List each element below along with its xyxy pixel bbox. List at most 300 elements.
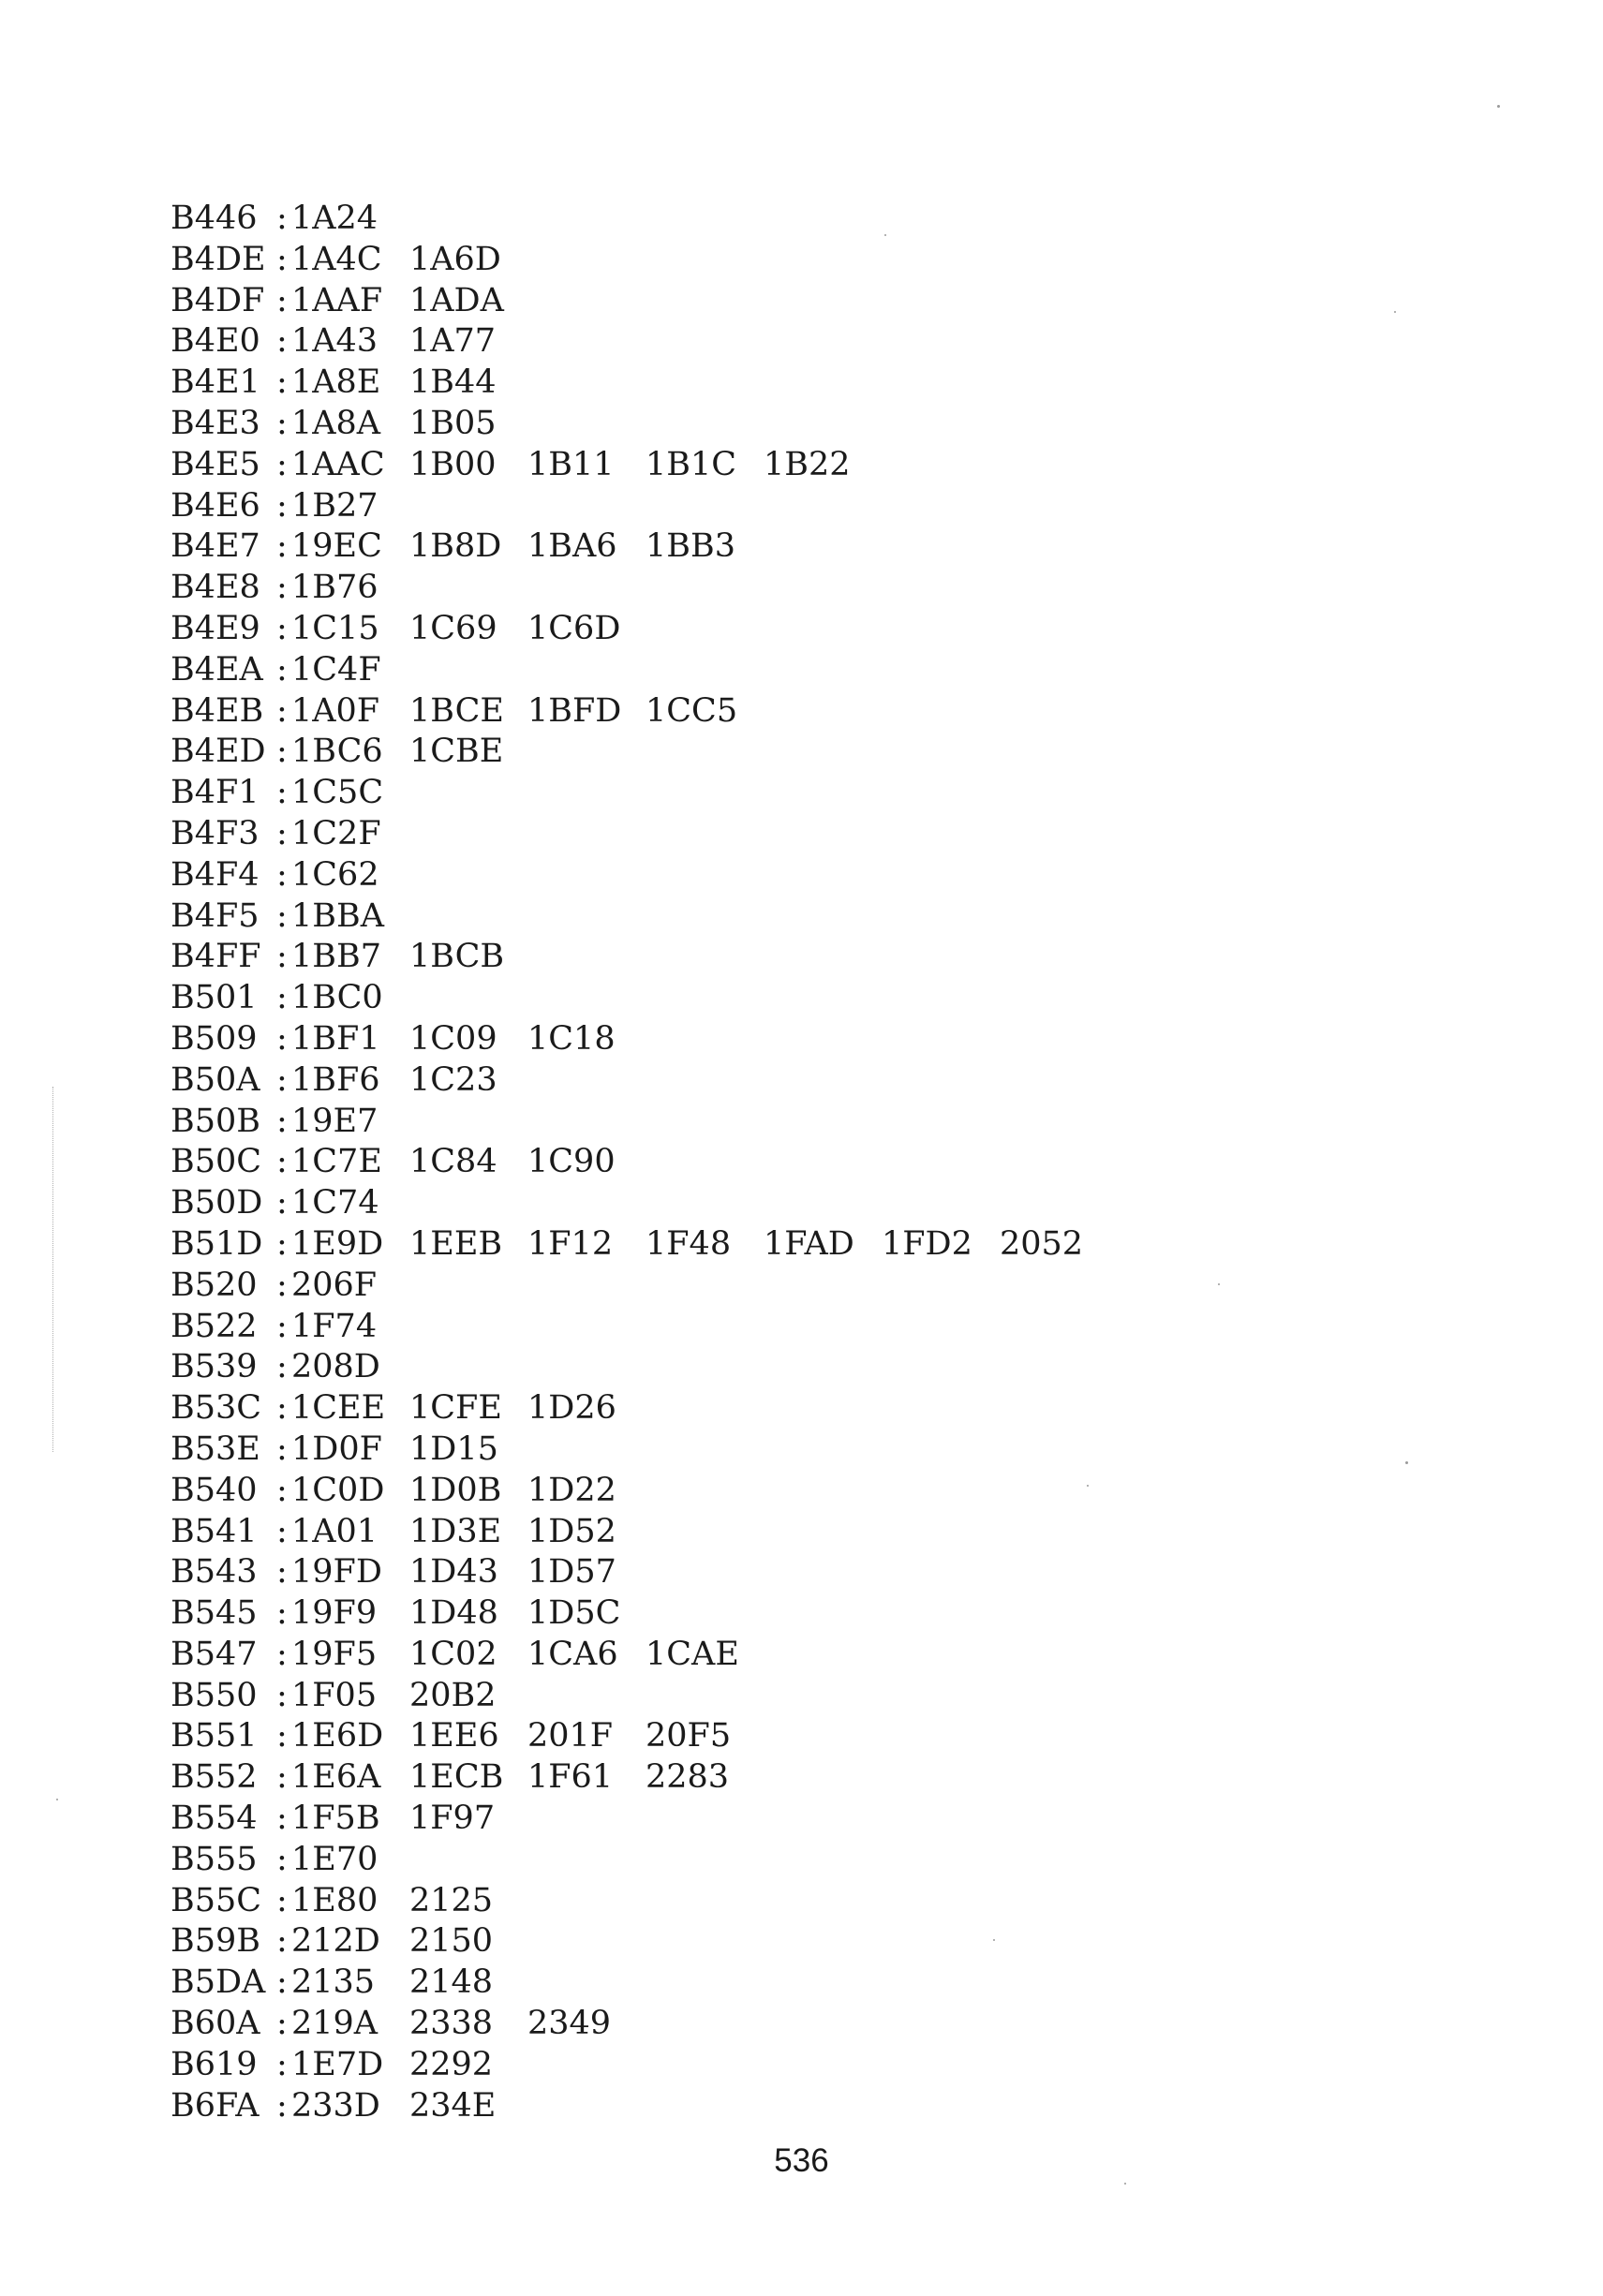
xref-separator: : xyxy=(276,691,288,730)
xref-separator: : xyxy=(276,1266,288,1304)
xref-reference: 1BF6 xyxy=(291,1060,380,1099)
xref-reference-list xyxy=(291,1347,409,1388)
xref-address: B4FF xyxy=(171,938,261,976)
xref-reference: 1E7D xyxy=(291,2045,384,2083)
xref-separator: : xyxy=(276,1840,288,1878)
xref-reference: 1C09 xyxy=(409,1019,497,1058)
xref-row xyxy=(171,1635,1388,1676)
xref-reference: 1D22 xyxy=(527,1471,616,1509)
page-number: 536 xyxy=(774,2142,829,2179)
xref-address: B4E6 xyxy=(171,486,260,525)
xref-reference: 1F5B xyxy=(291,1800,380,1838)
xref-row xyxy=(171,321,1388,363)
xref-reference: 1B8D xyxy=(409,527,502,566)
scan-speck xyxy=(1124,2183,1126,2185)
xref-reference: 1E6A xyxy=(291,1758,381,1797)
xref-reference: 19EC xyxy=(291,527,382,566)
xref-reference: 1C7E xyxy=(291,1143,382,1181)
xref-reference-list xyxy=(291,1716,764,1757)
xref-row xyxy=(171,1757,1388,1799)
xref-reference: 1B44 xyxy=(409,363,497,402)
xref-address: B522 xyxy=(171,1307,258,1345)
xref-separator: : xyxy=(276,733,288,771)
xref-reference-list xyxy=(291,1388,646,1429)
scan-speck xyxy=(884,234,886,236)
xref-reference: 2349 xyxy=(527,2005,612,2043)
xref-reference-list xyxy=(291,526,764,568)
xref-separator: : xyxy=(276,486,288,525)
xref-reference: 1E70 xyxy=(291,1840,378,1878)
xref-row xyxy=(171,1716,1388,1757)
xref-separator: : xyxy=(276,445,288,483)
xref-reference: 1A8E xyxy=(291,363,381,402)
xref-reference: 206F xyxy=(291,1266,378,1304)
xref-row xyxy=(171,1142,1388,1183)
xref-reference-list xyxy=(291,855,409,896)
xref-row xyxy=(171,1840,1388,1881)
xref-reference: 1D43 xyxy=(409,1553,498,1592)
xref-address: B59B xyxy=(171,1922,260,1961)
xref-reference: 1D15 xyxy=(409,1429,498,1468)
xref-separator: : xyxy=(276,240,288,278)
xref-separator: : xyxy=(276,1717,288,1755)
xref-reference: 1BCB xyxy=(409,938,505,976)
xref-address: B4E3 xyxy=(171,404,260,442)
xref-address: B50B xyxy=(171,1102,260,1140)
xref-row xyxy=(171,978,1388,1019)
xref-reference: 208D xyxy=(291,1348,380,1386)
xref-reference-list xyxy=(291,937,527,978)
xref-separator: : xyxy=(276,814,288,852)
xref-reference: 1BB3 xyxy=(646,527,735,566)
xref-reference: 2338 xyxy=(409,2005,494,2043)
xref-reference-list xyxy=(291,773,409,814)
xref-row xyxy=(171,1224,1388,1266)
xref-row xyxy=(171,1347,1388,1388)
xref-row xyxy=(171,1183,1388,1224)
xref-address: B4F4 xyxy=(171,855,260,894)
xref-separator: : xyxy=(276,569,288,607)
xref-reference: 1D0B xyxy=(409,1471,502,1509)
xref-separator: : xyxy=(276,1389,288,1428)
xref-reference: 1F48 xyxy=(646,1224,732,1263)
xref-separator: : xyxy=(276,2086,288,2125)
xref-address: B541 xyxy=(171,1512,258,1550)
xref-address: B55C xyxy=(171,1881,262,1919)
xref-reference-list xyxy=(291,199,409,240)
xref-reference-list xyxy=(291,1512,646,1553)
xref-reference: 19F5 xyxy=(291,1635,378,1673)
xref-address: B50D xyxy=(171,1184,263,1222)
xref-reference: 1BF1 xyxy=(291,1019,380,1058)
xref-reference-list xyxy=(291,691,764,733)
xref-reference: 1B22 xyxy=(764,445,851,483)
xref-reference: 1A8A xyxy=(291,404,381,442)
xref-reference: 1A0F xyxy=(291,691,380,730)
xref-row xyxy=(171,281,1388,322)
xref-address: B4E8 xyxy=(171,569,260,607)
xref-row xyxy=(171,1388,1388,1429)
xref-address: B540 xyxy=(171,1471,258,1509)
xref-address: B5DA xyxy=(171,1963,266,2002)
xref-separator: : xyxy=(276,2045,288,2083)
xref-reference: 1A43 xyxy=(291,322,378,361)
xref-reference: 1CA6 xyxy=(527,1635,618,1673)
xref-reference-list xyxy=(291,2045,527,2086)
xref-reference: 1C69 xyxy=(409,609,497,647)
xref-reference: 1E80 xyxy=(291,1881,378,1919)
xref-address: B53E xyxy=(171,1429,260,1468)
xref-address: B4DE xyxy=(171,240,266,278)
xref-separator: : xyxy=(276,281,288,319)
scan-margin-marks xyxy=(52,1087,55,1452)
xref-address: B4DF xyxy=(171,281,265,319)
xref-row xyxy=(171,199,1388,240)
xref-separator: : xyxy=(276,650,288,689)
xref-address: B4F3 xyxy=(171,814,260,852)
xref-reference: 1EE6 xyxy=(409,1717,499,1755)
xref-reference: 1C4F xyxy=(291,650,381,689)
xref-row xyxy=(171,1552,1388,1593)
xref-reference-list xyxy=(291,1552,646,1593)
xref-row xyxy=(171,1676,1388,1717)
xref-reference: 1C02 xyxy=(409,1635,497,1673)
xref-address: B50A xyxy=(171,1060,260,1099)
xref-separator: : xyxy=(276,896,288,935)
xref-address: B551 xyxy=(171,1717,258,1755)
xref-reference-list xyxy=(291,2004,646,2045)
xref-reference: 1ADA xyxy=(409,281,504,319)
xref-row xyxy=(171,2086,1388,2127)
xref-reference: 1A77 xyxy=(409,322,497,361)
xref-row xyxy=(171,1512,1388,1553)
xref-reference: 1BCE xyxy=(409,691,504,730)
xref-reference: 1C84 xyxy=(409,1143,497,1181)
xref-separator: : xyxy=(276,609,288,647)
xref-reference: 1D5C xyxy=(527,1594,621,1633)
xref-reference-list xyxy=(291,1019,646,1060)
xref-row xyxy=(171,2045,1388,2086)
xref-reference-list xyxy=(291,814,409,855)
xref-reference: 1AAF xyxy=(291,281,383,319)
xref-reference-list xyxy=(291,1224,1118,1266)
xref-separator: : xyxy=(276,322,288,361)
xref-reference: 1CEE xyxy=(291,1389,386,1428)
xref-address: B539 xyxy=(171,1348,258,1386)
xref-reference: 2150 xyxy=(409,1922,494,1961)
xref-separator: : xyxy=(276,1019,288,1058)
xref-reference: 234E xyxy=(409,2086,497,2125)
xref-separator: : xyxy=(276,1307,288,1345)
xref-address: B446 xyxy=(171,200,258,237)
xref-reference: 1B27 xyxy=(291,486,378,525)
xref-reference: 1CBE xyxy=(409,733,504,771)
xref-separator: : xyxy=(276,1963,288,2002)
xref-reference-list xyxy=(291,650,409,691)
xref-address: B4E9 xyxy=(171,609,260,647)
xref-row xyxy=(171,486,1388,527)
xref-separator: : xyxy=(276,200,288,237)
xref-reference: 1C15 xyxy=(291,609,379,647)
scan-speck xyxy=(1405,1461,1408,1464)
xref-address: B555 xyxy=(171,1840,258,1878)
xref-reference-list xyxy=(291,1676,527,1717)
xref-reference-list xyxy=(291,1102,409,1143)
xref-reference: 20B2 xyxy=(409,1676,497,1714)
xref-address: B4F1 xyxy=(171,774,260,812)
xref-reference: 1B11 xyxy=(527,445,615,483)
xref-reference-list xyxy=(291,404,527,445)
xref-reference-list xyxy=(291,1060,527,1102)
xref-row xyxy=(171,1921,1388,1963)
xref-reference: 1A4C xyxy=(291,240,382,278)
xref-address: B550 xyxy=(171,1676,258,1714)
xref-reference: 1E6D xyxy=(291,1717,384,1755)
xref-reference-list xyxy=(291,609,646,650)
xref-reference: 1CAE xyxy=(646,1635,739,1673)
xref-reference: 1D57 xyxy=(527,1553,616,1592)
xref-separator: : xyxy=(276,1800,288,1838)
xref-reference: 1C5C xyxy=(291,774,384,812)
xref-address: B520 xyxy=(171,1266,258,1304)
xref-reference: 1FAD xyxy=(764,1224,854,1263)
xref-reference: 1CC5 xyxy=(646,691,738,730)
xref-separator: : xyxy=(276,1184,288,1222)
xref-reference: 1D3E xyxy=(409,1512,502,1550)
xref-reference: 1BC0 xyxy=(291,979,383,1017)
xref-reference: 1B00 xyxy=(409,445,497,483)
xref-reference: 1F97 xyxy=(409,1800,496,1838)
xref-reference-list xyxy=(291,1963,527,2004)
xref-address: B509 xyxy=(171,1019,258,1058)
xref-row xyxy=(171,814,1388,855)
xref-reference: 1F05 xyxy=(291,1676,378,1714)
xref-row xyxy=(171,937,1388,978)
xref-address: B501 xyxy=(171,979,258,1017)
xref-row xyxy=(171,1266,1388,1307)
xref-reference: 201F xyxy=(527,1717,614,1755)
xref-reference-list xyxy=(291,1799,527,1840)
xref-reference-list xyxy=(291,1266,409,1307)
xref-address: B4E0 xyxy=(171,322,260,361)
xref-reference: 1D0F xyxy=(291,1429,382,1468)
xref-address: B50C xyxy=(171,1143,262,1181)
xref-address: B543 xyxy=(171,1553,258,1592)
xref-address: B619 xyxy=(171,2045,258,2083)
xref-reference: 1B05 xyxy=(409,404,497,442)
xref-reference: 2292 xyxy=(409,2045,494,2083)
xref-reference: 1EEB xyxy=(409,1224,503,1263)
xref-reference-list xyxy=(291,321,527,363)
xref-separator: : xyxy=(276,1512,288,1550)
xref-address: B547 xyxy=(171,1635,258,1673)
xref-reference: 1AAC xyxy=(291,445,385,483)
xref-separator: : xyxy=(276,363,288,402)
xref-separator: : xyxy=(276,1594,288,1633)
xref-row xyxy=(171,526,1388,568)
xref-reference: 212D xyxy=(291,1922,380,1961)
xref-reference: 1F61 xyxy=(527,1758,614,1797)
xref-reference-list xyxy=(291,1757,764,1799)
xref-reference: 2052 xyxy=(1000,1224,1084,1263)
xref-separator: : xyxy=(276,2005,288,2043)
xref-row xyxy=(171,1429,1388,1471)
xref-reference-list xyxy=(291,1840,409,1881)
xref-row xyxy=(171,773,1388,814)
xref-reference-list xyxy=(291,978,409,1019)
xref-reference: 1E9D xyxy=(291,1224,384,1263)
xref-address: B554 xyxy=(171,1800,258,1838)
scan-speck xyxy=(1394,311,1396,313)
xref-row xyxy=(171,609,1388,650)
xref-reference: 1C62 xyxy=(291,855,379,894)
xref-separator: : xyxy=(276,1471,288,1509)
xref-reference: 1B1C xyxy=(646,445,737,483)
xref-reference: 20F5 xyxy=(646,1717,732,1755)
scan-speck xyxy=(1497,105,1500,108)
xref-reference: 1D26 xyxy=(527,1389,616,1428)
xref-row xyxy=(171,691,1388,733)
xref-reference: 1FD2 xyxy=(882,1224,972,1263)
xref-separator: : xyxy=(276,1060,288,1099)
xref-reference-list xyxy=(291,2086,527,2127)
xref-row xyxy=(171,1963,1388,2004)
xref-reference: 2283 xyxy=(646,1758,730,1797)
xref-reference: 1B76 xyxy=(291,569,378,607)
xref-reference: 1A6D xyxy=(409,240,501,278)
xref-separator: : xyxy=(276,1635,288,1673)
xref-separator: : xyxy=(276,855,288,894)
xref-reference-list xyxy=(291,1881,527,1922)
xref-row xyxy=(171,2004,1388,2045)
xref-reference: 1C74 xyxy=(291,1184,379,1222)
xref-reference: 1C18 xyxy=(527,1019,616,1058)
xref-separator: : xyxy=(276,1881,288,1919)
xref-address: B4EA xyxy=(171,650,263,689)
xref-row xyxy=(171,404,1388,445)
xref-address: B4E7 xyxy=(171,527,260,566)
xref-reference: 19F9 xyxy=(291,1594,378,1633)
xref-row xyxy=(171,650,1388,691)
xref-address: B545 xyxy=(171,1594,258,1633)
xref-row xyxy=(171,240,1388,281)
xref-separator: : xyxy=(276,979,288,1017)
xref-reference-list xyxy=(291,445,882,486)
xref-row xyxy=(171,732,1388,773)
xref-reference: 1BB7 xyxy=(291,938,381,976)
xref-reference-list xyxy=(291,1307,409,1348)
xref-reference: 1F74 xyxy=(291,1307,378,1345)
xref-row xyxy=(171,1307,1388,1348)
xref-reference: 1D48 xyxy=(409,1594,498,1633)
xref-reference-list xyxy=(291,240,527,281)
xref-row xyxy=(171,1102,1388,1143)
xref-row xyxy=(171,1881,1388,1922)
xref-reference-list xyxy=(291,1921,527,1963)
xref-reference: 19E7 xyxy=(291,1102,378,1140)
xref-reference: 233D xyxy=(291,2086,380,2125)
xref-row xyxy=(171,1019,1388,1060)
xref-separator: : xyxy=(276,1429,288,1468)
xref-row xyxy=(171,1060,1388,1102)
xref-separator: : xyxy=(276,527,288,566)
xref-address: B4F5 xyxy=(171,896,260,935)
xref-reference: 1C90 xyxy=(527,1143,616,1181)
cross-reference-list xyxy=(171,199,1388,2126)
xref-address: B4ED xyxy=(171,733,266,771)
xref-address: B4EB xyxy=(171,691,264,730)
xref-separator: : xyxy=(276,1676,288,1714)
xref-reference-list xyxy=(291,1142,646,1183)
xref-separator: : xyxy=(276,1102,288,1140)
xref-separator: : xyxy=(276,938,288,976)
xref-reference: 1ECB xyxy=(409,1758,504,1797)
xref-reference: 1D52 xyxy=(527,1512,616,1550)
scan-speck xyxy=(1218,1283,1220,1285)
xref-address: B6FA xyxy=(171,2086,260,2125)
xref-reference: 1BBA xyxy=(291,896,384,935)
xref-reference: 1A24 xyxy=(291,200,378,237)
xref-row xyxy=(171,1593,1388,1635)
xref-reference: 1C23 xyxy=(409,1060,497,1099)
xref-row xyxy=(171,855,1388,896)
xref-reference: 1C6D xyxy=(527,609,621,647)
xref-reference-list xyxy=(291,1429,527,1471)
xref-reference: 2148 xyxy=(409,1963,494,2002)
xref-address: B53C xyxy=(171,1389,262,1428)
xref-separator: : xyxy=(276,404,288,442)
xref-reference: 1C0D xyxy=(291,1471,385,1509)
xref-separator: : xyxy=(276,1143,288,1181)
xref-row xyxy=(171,568,1388,609)
xref-reference-list xyxy=(291,281,527,322)
xref-address: B60A xyxy=(171,2005,260,2043)
xref-address: B51D xyxy=(171,1224,263,1263)
xref-reference-list xyxy=(291,1183,409,1224)
xref-separator: : xyxy=(276,1348,288,1386)
xref-separator: : xyxy=(276,1758,288,1797)
xref-reference: 1BFD xyxy=(527,691,622,730)
xref-address: B4E1 xyxy=(171,363,260,402)
xref-reference: 1A01 xyxy=(291,1512,378,1550)
xref-separator: : xyxy=(276,1553,288,1592)
xref-row xyxy=(171,1471,1388,1512)
xref-separator: : xyxy=(276,1224,288,1263)
xref-reference: 219A xyxy=(291,2005,378,2043)
xref-reference: 1BA6 xyxy=(527,527,617,566)
scan-speck xyxy=(56,1799,58,1800)
xref-reference: 1C2F xyxy=(291,814,381,852)
xref-separator: : xyxy=(276,1922,288,1961)
xref-reference-list xyxy=(291,896,409,938)
xref-reference: 2125 xyxy=(409,1881,494,1919)
scan-speck xyxy=(993,1939,995,1941)
xref-reference-list xyxy=(291,486,409,527)
xref-reference: 1CFE xyxy=(409,1389,502,1428)
xref-reference-list xyxy=(291,568,409,609)
xref-row xyxy=(171,1799,1388,1840)
xref-row xyxy=(171,445,1388,486)
xref-reference-list xyxy=(291,1593,646,1635)
xref-separator: : xyxy=(276,774,288,812)
xref-reference-list xyxy=(291,363,527,404)
xref-reference: 19FD xyxy=(291,1553,382,1592)
xref-reference: 2135 xyxy=(291,1963,376,2002)
xref-reference: 1F12 xyxy=(527,1224,614,1263)
xref-reference-list xyxy=(291,732,527,773)
xref-row xyxy=(171,896,1388,938)
xref-reference-list xyxy=(291,1471,646,1512)
